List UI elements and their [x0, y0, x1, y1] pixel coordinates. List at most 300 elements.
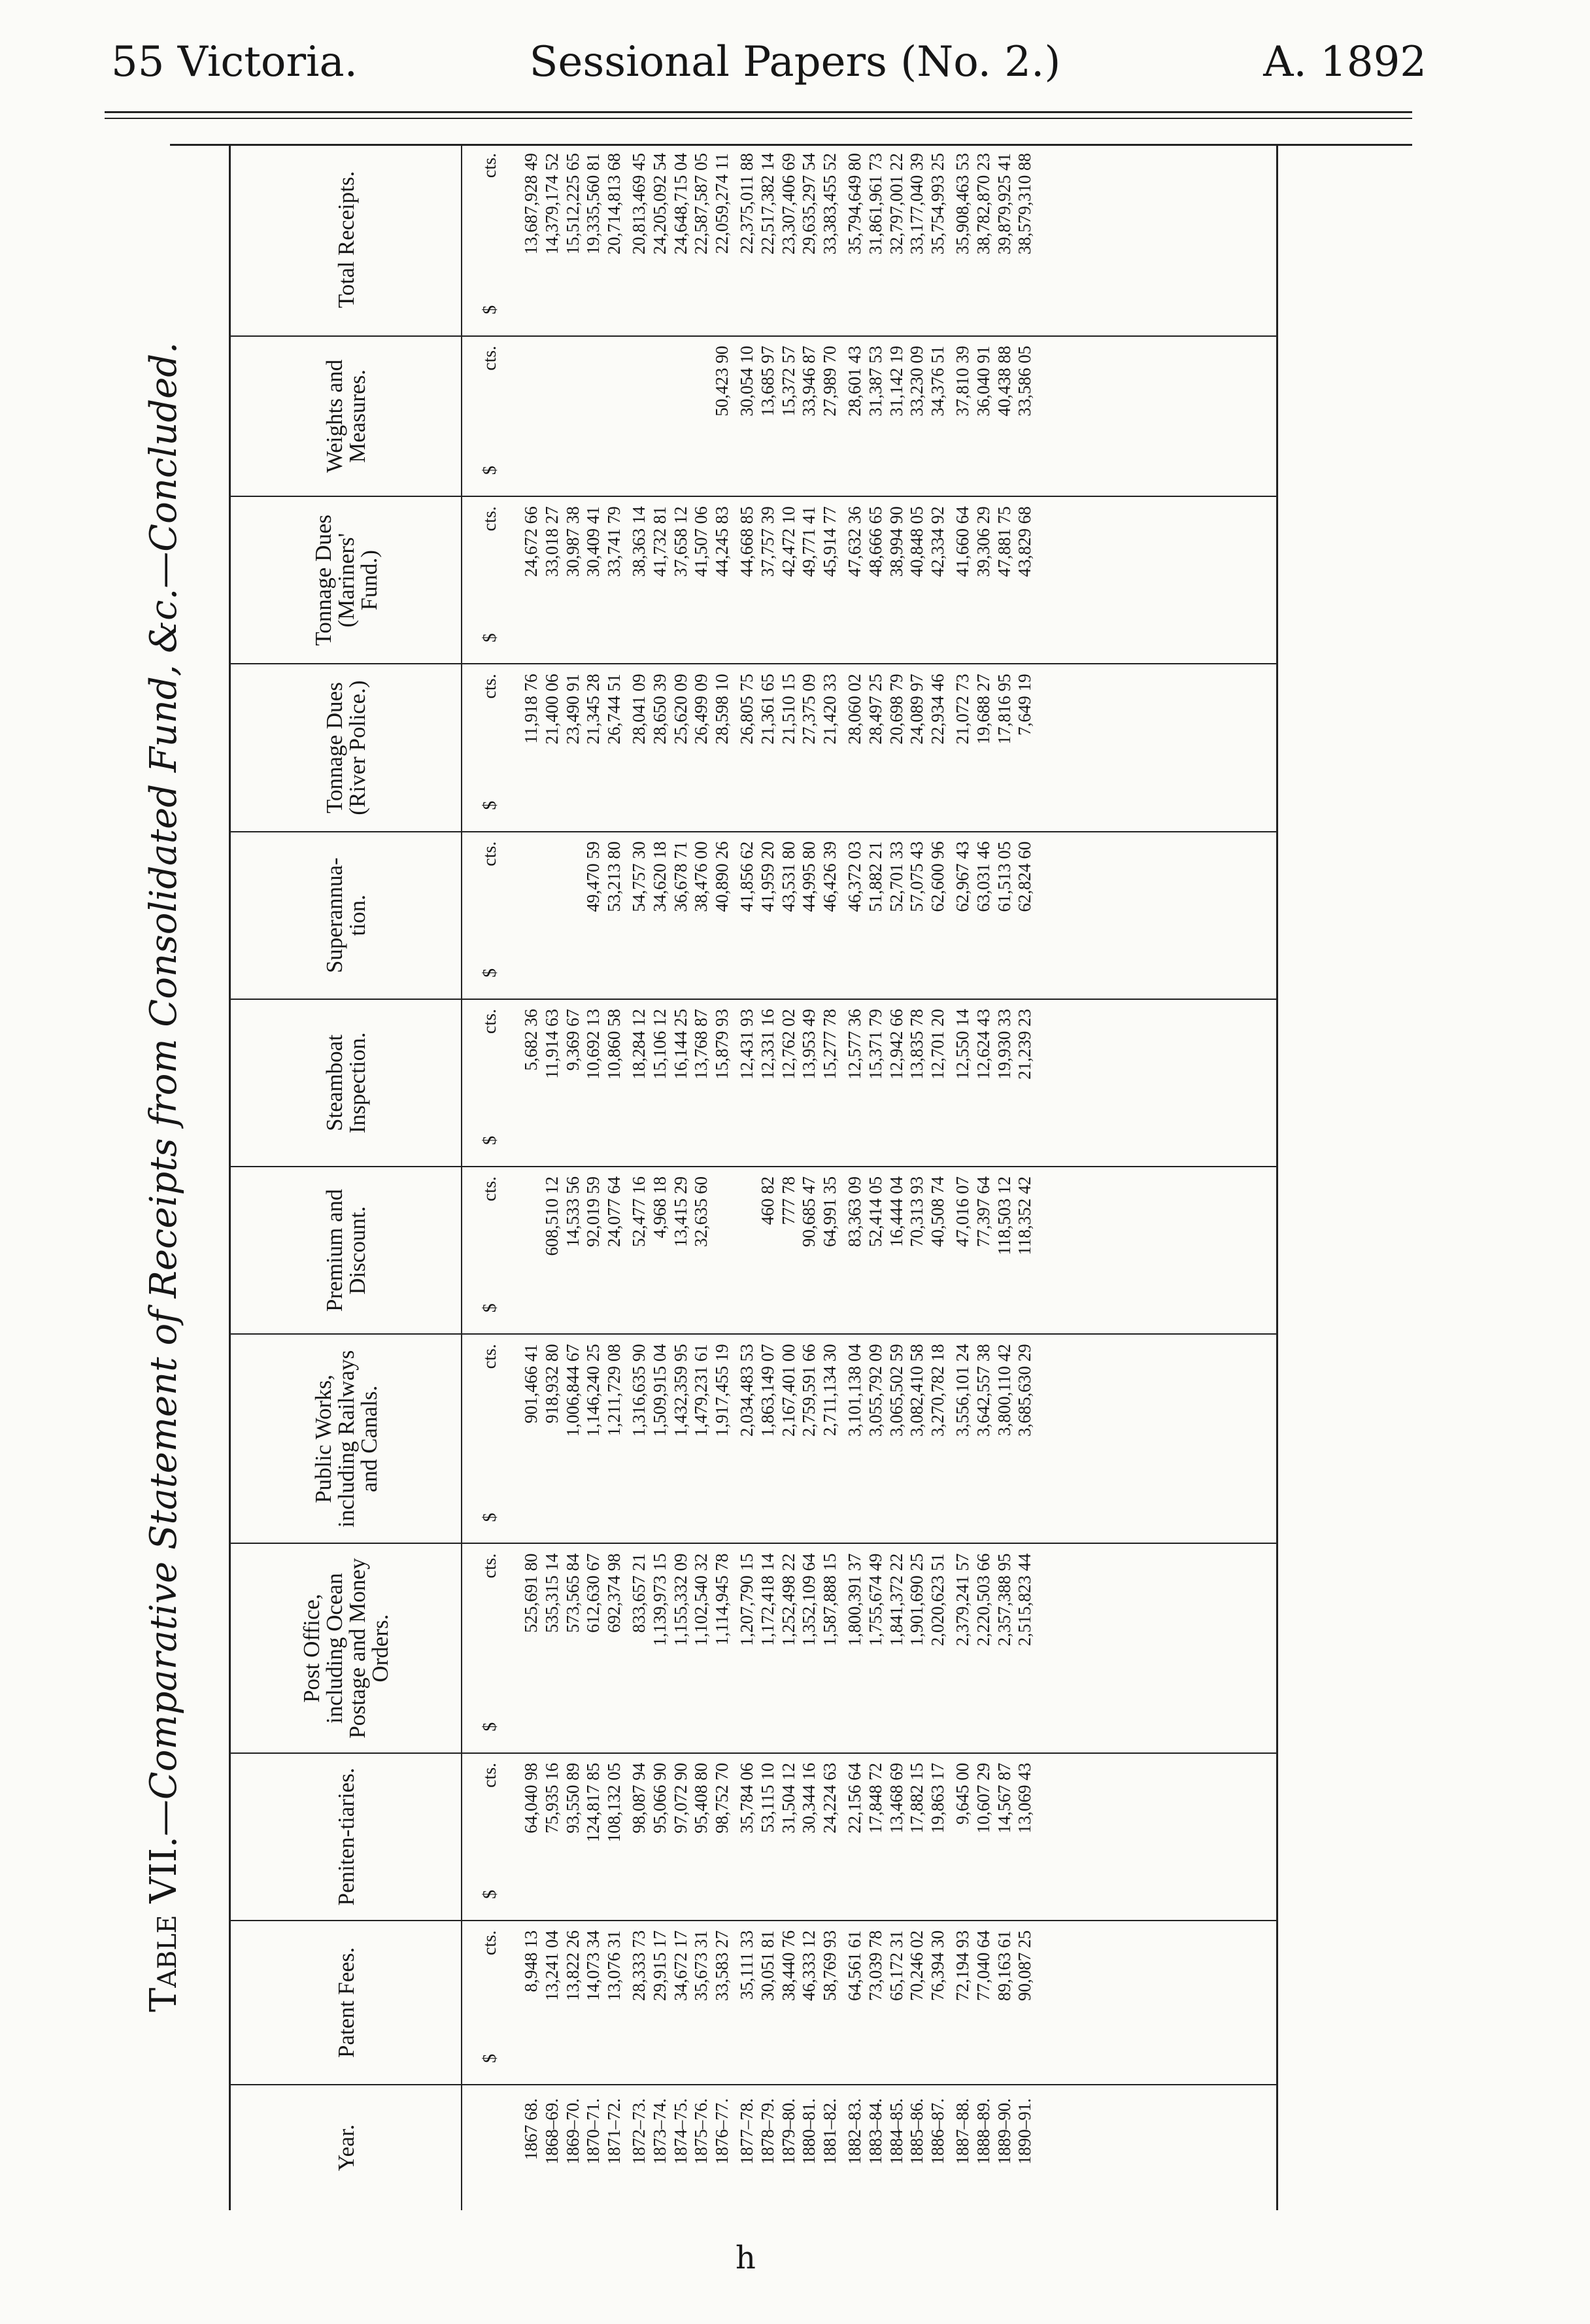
cell-patent: 33,583 27	[712, 1930, 732, 2001]
cell-post: 535,315 14	[541, 1553, 562, 1633]
cell-works: 1,863,149 07	[757, 1344, 777, 1437]
cell-river: 21,510 15	[778, 674, 798, 745]
cell-river: 21,345 28	[583, 674, 603, 745]
cell-super: 43,531 80	[778, 841, 798, 912]
cell-steam: 15,371 79	[865, 1008, 885, 1080]
cell-premium: 92,019 59	[583, 1176, 603, 1248]
cell-steam: 13,953 49	[799, 1008, 819, 1080]
cell-penit: 64,040 98	[521, 1762, 541, 1834]
cents-unit: cts.	[480, 345, 500, 371]
cell-post: 692,374 98	[604, 1553, 624, 1633]
cell-super	[542, 842, 563, 989]
cell-post: 2,357,388 95	[994, 1553, 1014, 1647]
cell-penit: 53,115 10	[757, 1762, 777, 1833]
cell-penit: 35,784 06	[736, 1762, 756, 1834]
cell-steam: 5,682 36	[521, 1008, 541, 1071]
cell-mariners: 41,732 81	[649, 506, 669, 577]
cell-mariners: 38,363 14	[628, 506, 649, 577]
header-rule	[105, 118, 1412, 119]
cell-penit: 31,504 12	[778, 1762, 798, 1834]
cell-super: 49,470 59	[583, 841, 603, 912]
cell-total: 24,205,092 54	[649, 153, 669, 255]
column-premium	[518, 1167, 1277, 1334]
cell-steam: 16,144 25	[670, 1008, 690, 1080]
cell-premium: 83,363 09	[844, 1176, 864, 1248]
cell-penit: 10,607 29	[973, 1762, 993, 1834]
cell-post: 1,755,674 49	[865, 1553, 885, 1647]
cell-post: 1,252,498 22	[778, 1553, 798, 1647]
cell-patent: 89,163 61	[994, 1930, 1014, 2001]
cell-river: 28,650 39	[649, 674, 669, 745]
cell-mariners: 42,334 92	[928, 506, 948, 577]
cell-super: 53,213 80	[604, 841, 624, 912]
cell-mariners: 45,914 77	[820, 506, 840, 577]
unit-cell-works	[462, 1334, 518, 1543]
column-super	[518, 832, 1277, 999]
cell-post: 573,565 84	[562, 1553, 583, 1633]
cell-super: 38,476 00	[691, 841, 711, 912]
cell-patent: 38,440 76	[778, 1930, 798, 2001]
header-session: 55 Victoria.	[111, 38, 358, 86]
cell-post: 833,657 21	[628, 1553, 649, 1633]
cents-unit: cts.	[480, 1762, 500, 1788]
unit-cell-year	[462, 2085, 518, 2210]
cell-mariners: 41,660 64	[952, 506, 972, 577]
cell-total: 38,782,870 23	[973, 153, 993, 255]
cell-weights	[629, 346, 650, 487]
cents-unit: cts.	[480, 1008, 500, 1034]
cell-mariners: 42,472 10	[778, 506, 798, 577]
cell-weights: 37,810 39	[952, 345, 972, 417]
cents-unit: cts.	[480, 1930, 500, 1956]
cell-super: 41,856 62	[736, 841, 756, 912]
cell-premium: 77,397 64	[973, 1176, 993, 1248]
cell-year: 1890–91.	[1015, 2098, 1035, 2165]
cell-post: 1,114,945 78	[712, 1553, 732, 1646]
cell-steam: 12,577 36	[844, 1008, 864, 1080]
column-mariners	[518, 496, 1277, 664]
cell-river: 28,060 02	[844, 674, 864, 745]
cents-unit: cts.	[480, 506, 500, 532]
cell-steam: 12,942 66	[886, 1008, 906, 1080]
cell-post: 525,691 80	[521, 1553, 541, 1633]
unit-cell-total	[462, 144, 518, 336]
cell-post: 1,352,109 64	[799, 1553, 819, 1647]
cell-premium: 4,968 18	[649, 1176, 669, 1239]
cell-river: 21,420 33	[820, 674, 840, 745]
cell-super: 52,701 33	[886, 841, 906, 912]
cell-works: 3,685,630 29	[1015, 1344, 1035, 1437]
cell-penit: 22,156 64	[844, 1762, 864, 1834]
cell-year: 1874–75.	[670, 2098, 690, 2165]
cell-year: 1883–84.	[865, 2098, 885, 2165]
cell-total: 32,797,001 22	[886, 153, 906, 255]
cell-steam: 12,331 16	[757, 1008, 777, 1080]
column-header-super: Superannua-tion.	[230, 832, 462, 999]
cell-super: 62,967 43	[952, 841, 972, 912]
cell-river: 26,805 75	[736, 674, 756, 745]
cell-steam: 13,768 87	[691, 1008, 711, 1080]
cell-works: 1,146,240 25	[583, 1344, 603, 1437]
cell-mariners: 33,018 27	[541, 506, 562, 577]
column-total	[518, 144, 1277, 336]
cell-steam: 18,284 12	[628, 1008, 649, 1080]
cell-mariners: 38,994 90	[886, 506, 906, 577]
table-body-row	[518, 144, 1277, 2210]
unit-cell-river	[462, 664, 518, 831]
cell-premium: 52,414 05	[865, 1176, 885, 1248]
cell-works: 1,211,729 08	[604, 1344, 624, 1436]
dollar-unit: $	[480, 305, 500, 315]
unit-cell-penit	[462, 1753, 518, 1921]
cell-weights: 27,989 70	[820, 345, 840, 417]
dollar-unit: $	[480, 800, 500, 810]
cell-patent: 72,194 93	[952, 1930, 972, 2001]
cell-post: 2,220,503 66	[973, 1553, 993, 1647]
cell-post: 2,379,241 57	[952, 1553, 972, 1647]
cell-penit: 97,072 90	[670, 1762, 690, 1834]
cell-mariners: 37,757 39	[757, 506, 777, 577]
cell-premium: 47,016 07	[952, 1176, 972, 1248]
cell-works: 901,466 41	[521, 1344, 541, 1424]
cell-super: 46,372 03	[844, 841, 864, 912]
cell-post: 1,155,332 09	[670, 1553, 690, 1647]
cell-total: 38,579,310 88	[1015, 153, 1035, 255]
cell-weights: 50,423 90	[712, 345, 732, 417]
cell-works: 3,055,792 09	[865, 1344, 885, 1437]
cell-steam: 12,431 93	[736, 1008, 756, 1080]
cell-penit: 19,863 17	[928, 1762, 948, 1834]
cell-patent: 14,073 34	[583, 1930, 603, 2001]
table-caption	[105, 144, 222, 2210]
cell-penit: 124,817 85	[583, 1762, 603, 1843]
cell-patent: 13,241 04	[541, 1930, 562, 2001]
cell-river: 21,400 06	[541, 674, 562, 745]
cell-super: 63,031 46	[973, 841, 993, 912]
cents-unit: cts.	[480, 674, 500, 699]
cell-works: 3,065,502 59	[886, 1344, 906, 1437]
cell-river: 27,375 09	[799, 674, 819, 745]
dollar-unit: $	[480, 1136, 500, 1146]
cell-weights: 13,685 97	[757, 345, 777, 417]
cell-weights	[671, 346, 692, 487]
cell-river: 28,497 25	[865, 674, 885, 745]
cell-mariners: 40,848 05	[907, 506, 927, 577]
cell-weights: 28,601 43	[844, 345, 864, 417]
dollar-unit: $	[480, 1889, 500, 1899]
cell-steam: 19,930 33	[994, 1008, 1014, 1080]
cell-total: 23,307,406 69	[778, 153, 798, 255]
cell-total: 19,335,560 81	[583, 153, 603, 255]
cell-works: 2,759,591 66	[799, 1344, 819, 1437]
cell-patent: 70,246 02	[907, 1930, 927, 2001]
cents-unit: cts.	[480, 1553, 500, 1579]
column-weights	[518, 336, 1277, 497]
column-river	[518, 664, 1277, 831]
cell-total: 33,383,455 52	[820, 153, 840, 255]
cell-total: 31,861,961 73	[865, 153, 885, 255]
cell-patent: 30,051 81	[757, 1930, 777, 2001]
cell-steam: 15,879 93	[712, 1008, 732, 1080]
cents-unit: cts.	[480, 1176, 500, 1202]
cell-year: 1875–76.	[691, 2098, 711, 2165]
cell-weights: 33,586 05	[1015, 345, 1035, 417]
cell-mariners: 30,987 38	[562, 506, 583, 577]
cell-super: 46,426 39	[820, 841, 840, 912]
cell-weights: 33,946 87	[799, 345, 819, 417]
cell-super: 34,620 18	[649, 841, 669, 912]
cell-patent: 35,673 31	[691, 1930, 711, 2001]
cell-year: 1889–90.	[994, 2098, 1014, 2165]
cell-year: 1885–86.	[907, 2098, 927, 2165]
cell-weights: 31,142 19	[886, 345, 906, 417]
cell-year: 1881–82.	[820, 2098, 840, 2165]
cell-premium: 64,991 35	[820, 1176, 840, 1248]
cell-works: 2,711,134 30	[820, 1344, 840, 1436]
cell-year: 1882–83.	[844, 2098, 864, 2165]
cell-total: 22,517,382 14	[757, 153, 777, 255]
cell-premium: 118,503 12	[994, 1176, 1014, 1256]
cell-weights: 40,438 88	[994, 345, 1014, 417]
cell-works: 1,479,231 61	[691, 1344, 711, 1437]
cell-mariners: 49,771 41	[799, 506, 819, 577]
cell-weights	[650, 346, 671, 487]
cell-mariners: 37,658 12	[670, 506, 690, 577]
cell-works: 2,034,483 53	[736, 1344, 756, 1437]
dollar-unit: $	[480, 2053, 500, 2063]
cell-premium: 16,444 04	[886, 1176, 906, 1248]
cell-penit: 9,645 00	[952, 1762, 972, 1825]
cell-total: 33,177,040 39	[907, 153, 927, 255]
cell-super: 62,824 60	[1015, 841, 1035, 912]
cell-river: 21,361 65	[757, 674, 777, 745]
cell-super: 41,959 20	[757, 841, 777, 912]
cell-total: 20,813,469 45	[628, 153, 649, 255]
cell-patent: 76,394 30	[928, 1930, 948, 2001]
cell-steam: 9,369 67	[562, 1008, 583, 1071]
cell-post: 1,172,418 14	[757, 1553, 777, 1647]
cell-premium	[521, 1176, 542, 1324]
cell-year: 1867 68.	[521, 2098, 541, 2161]
cell-mariners: 24,672 66	[521, 506, 541, 577]
cell-weights: 15,372 57	[778, 345, 798, 417]
cell-premium: 52,477 16	[628, 1176, 649, 1248]
cell-post: 1,901,690 25	[907, 1553, 927, 1647]
cell-premium	[712, 1176, 733, 1324]
cell-mariners: 48,666 65	[865, 506, 885, 577]
cell-penit: 17,848 72	[865, 1762, 885, 1834]
cell-works: 3,800,110 42	[994, 1344, 1014, 1436]
cell-super: 62,600 96	[928, 841, 948, 912]
cell-total: 22,059,274 11	[712, 153, 732, 254]
column-header-patent: Patent Fees.	[230, 1921, 462, 2085]
cell-mariners: 47,632 36	[844, 506, 864, 577]
cell-total: 29,635,297 54	[799, 153, 819, 255]
column-header-premium: Premium and Discount.	[230, 1167, 462, 1334]
column-penit	[518, 1753, 1277, 1921]
cell-total: 39,879,925 41	[994, 153, 1014, 255]
cell-year: 1869–70.	[562, 2098, 583, 2165]
cell-post: 1,587,888 15	[820, 1553, 840, 1647]
unit-cell-steam	[462, 999, 518, 1167]
table-caption-title: —Comparative Statement of Receipts from Consolidated Fund, &c.—Concluded.	[142, 342, 185, 1837]
cell-steam: 15,277 78	[820, 1008, 840, 1080]
cell-works: 3,270,782 18	[928, 1344, 948, 1437]
column-header-weights: Weights and Measures.	[230, 336, 462, 497]
dollar-unit: $	[480, 1512, 500, 1522]
cell-weights: 36,040 91	[973, 345, 993, 417]
cell-weights	[542, 346, 563, 487]
cell-premium: 32,635 60	[691, 1176, 711, 1248]
column-patent	[518, 1921, 1277, 2085]
dollar-unit: $	[480, 968, 500, 978]
cell-works: 1,432,359 95	[670, 1344, 690, 1437]
cell-patent: 29,915 17	[649, 1930, 669, 2001]
cell-penit: 98,752 70	[712, 1762, 732, 1834]
cell-penit: 30,344 16	[799, 1762, 819, 1834]
cell-year: 1870–71.	[583, 2098, 603, 2165]
cell-steam: 10,860 58	[604, 1008, 624, 1080]
cell-patent: 46,333 12	[799, 1930, 819, 2001]
cell-patent: 73,039 78	[865, 1930, 885, 2001]
column-header-total: Total Receipts.	[230, 144, 462, 336]
cell-penit: 24,224 63	[820, 1762, 840, 1834]
cell-super	[563, 842, 584, 989]
cell-weights: 31,387 53	[865, 345, 885, 417]
column-header-post: Post Office, including Ocean Postage and Money Orders.	[230, 1544, 462, 1753]
column-year	[518, 2085, 1277, 2210]
cell-post: 1,139,973 15	[649, 1553, 669, 1647]
dollar-unit: $	[480, 1722, 500, 1732]
cell-penit: 93,550 89	[562, 1762, 583, 1834]
cell-post: 1,841,372 22	[886, 1553, 906, 1647]
cell-patent: 13,076 31	[604, 1930, 624, 2001]
cell-post: 612,630 67	[583, 1553, 603, 1633]
cell-total: 35,908,463 53	[952, 153, 972, 255]
cell-works: 3,082,410 58	[907, 1344, 927, 1437]
cell-year: 1878–79.	[757, 2098, 777, 2165]
header-year: A. 1892	[1263, 38, 1427, 86]
dollar-unit: $	[480, 1303, 500, 1313]
cell-steam: 12,624 43	[973, 1008, 993, 1080]
cell-river: 28,598 10	[712, 674, 732, 745]
cell-premium: 14,533 56	[562, 1176, 583, 1248]
cell-works: 1,509,915 04	[649, 1344, 669, 1437]
cell-river: 24,089 97	[907, 674, 927, 745]
cell-patent: 90,087 25	[1015, 1930, 1035, 2001]
cell-total: 35,754,993 25	[928, 153, 948, 255]
unit-cell-weights	[462, 336, 518, 497]
cell-river: 25,620 09	[670, 674, 690, 745]
cell-mariners: 33,741 79	[604, 506, 624, 577]
cell-patent: 58,769 93	[820, 1930, 840, 2001]
column-header-year: Year.	[230, 2085, 462, 2210]
header-title: Sessional Papers (No. 2.)	[529, 38, 1061, 86]
unit-cell-premium	[462, 1167, 518, 1334]
cell-total: 14,379,174 52	[541, 153, 562, 255]
cents-unit: cts.	[480, 1344, 500, 1369]
dollar-unit: $	[480, 466, 500, 475]
cell-super	[521, 842, 542, 989]
cell-weights: 30,054 10	[736, 345, 756, 417]
cell-weights	[691, 346, 712, 487]
cell-patent: 64,561 61	[844, 1930, 864, 2001]
receipts-table	[229, 144, 1278, 2210]
cell-river: 22,934 46	[928, 674, 948, 745]
cell-premium	[737, 1176, 758, 1324]
cell-penit: 75,935 16	[541, 1762, 562, 1834]
cell-penit: 108,132 05	[604, 1762, 624, 1843]
cell-steam: 12,762 02	[778, 1008, 798, 1080]
cell-weights	[563, 346, 584, 487]
cell-river: 26,744 51	[604, 674, 624, 745]
cell-post: 1,102,540 32	[691, 1553, 711, 1647]
cell-year: 1876–77.	[712, 2098, 732, 2165]
cell-year: 1868–69.	[541, 2098, 562, 2165]
cell-river: 19,688 27	[973, 674, 993, 745]
cell-total: 20,714,813 68	[604, 153, 624, 255]
cell-super: 44,995 80	[799, 841, 819, 912]
cell-premium: 90,685 47	[799, 1176, 819, 1248]
cell-works: 2,167,401 00	[778, 1344, 798, 1437]
column-header-works: Public Works, including Railways and Canals.	[230, 1334, 462, 1543]
cell-super: 40,890 26	[712, 841, 732, 912]
cell-mariners: 43,829 68	[1015, 506, 1035, 577]
cell-river: 17,816 95	[994, 674, 1014, 745]
cell-steam: 21,239 23	[1015, 1008, 1035, 1080]
table-unit-row	[462, 144, 518, 2210]
cell-patent: 77,040 64	[973, 1930, 993, 2001]
cents-unit: cts.	[480, 841, 500, 866]
cell-river: 20,698 79	[886, 674, 906, 745]
cell-total: 15,512,225 65	[562, 153, 583, 255]
cell-patent: 28,333 73	[628, 1930, 649, 2001]
cell-works: 3,101,138 04	[844, 1344, 864, 1437]
cell-mariners: 44,668 85	[736, 506, 756, 577]
cell-post: 1,207,790 15	[736, 1553, 756, 1647]
cell-total: 22,375,011 88	[736, 153, 756, 254]
rotated-table-block	[105, 144, 1216, 2210]
cell-patent: 8,948 13	[521, 1930, 541, 1992]
cell-year: 1871–72.	[604, 2098, 624, 2165]
cell-year: 1880–81.	[799, 2098, 819, 2165]
cell-steam: 12,701 20	[928, 1008, 948, 1080]
cell-total: 13,687,928 49	[521, 153, 541, 255]
column-works	[518, 1334, 1277, 1543]
cell-premium: 70,313 93	[907, 1176, 927, 1248]
cell-works: 3,642,557 38	[973, 1344, 993, 1437]
cell-penit: 95,408 80	[691, 1762, 711, 1834]
cell-steam: 11,914 63	[541, 1008, 562, 1079]
table-caption-lead: Table VII.	[142, 1836, 185, 2012]
cell-super: 36,678 71	[670, 841, 690, 912]
cell-premium: 40,508 74	[928, 1176, 948, 1248]
cell-year: 1886–87.	[928, 2098, 948, 2165]
cell-mariners: 47,881 75	[994, 506, 1014, 577]
cell-premium: 608,510 12	[541, 1176, 562, 1256]
cell-premium: 777 78	[778, 1176, 798, 1225]
cell-mariners: 39,306 29	[973, 506, 993, 577]
cell-penit: 98,087 94	[628, 1762, 649, 1834]
unit-cell-mariners	[462, 496, 518, 664]
cell-patent: 65,172 31	[886, 1930, 906, 2001]
cell-year: 1879–80.	[778, 2098, 798, 2165]
column-header-steam: Steamboat Inspection.	[230, 999, 462, 1167]
page-number: h	[736, 2240, 756, 2276]
cell-steam: 10,692 13	[583, 1008, 603, 1080]
cell-weights	[604, 346, 625, 487]
cell-year: 1877–78.	[736, 2098, 756, 2165]
